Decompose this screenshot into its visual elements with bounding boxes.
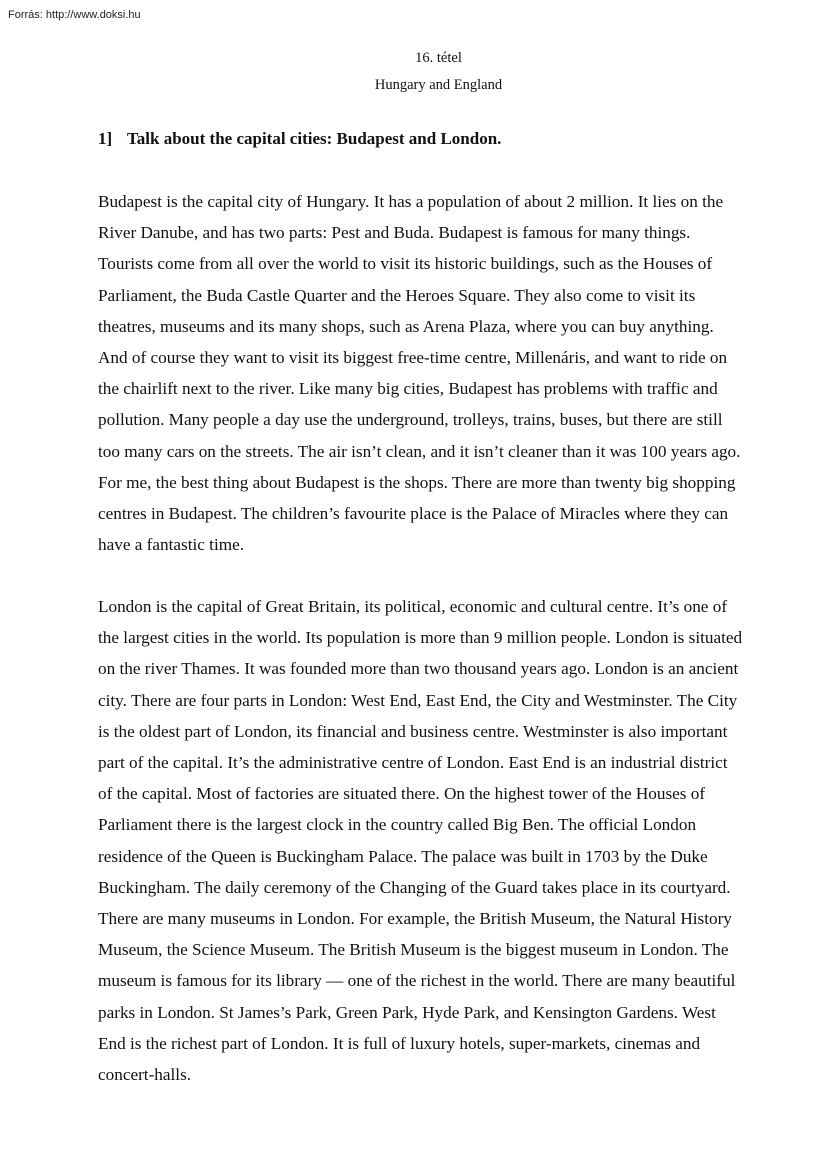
paragraph-line: part of the capital. It’s the administrative centre of London. East End is an industrial district bbox=[98, 753, 728, 773]
source-note: Forrás: http://www.doksi.hu bbox=[8, 9, 141, 21]
paragraph-line: Parliament, the Buda Castle Quarter and the Heroes Square. They also come to visit its bbox=[98, 285, 696, 305]
paragraph-london bbox=[98, 591, 778, 1090]
paragraph-line: And of course they want to visit its biggest free-time centre, Millenáris, and want to ride on bbox=[98, 348, 728, 368]
paragraph-line: There are many museums in London. For example, the British Museum, the Natural History bbox=[98, 909, 732, 929]
paragraph-line: of the capital. Most of factories are situated there. On the highest tower of the Houses of bbox=[98, 784, 706, 804]
paragraph-line: pollution. Many people a day use the underground, trolleys, trains, buses, but there are still bbox=[98, 410, 723, 430]
paragraph-line: on the river Thames. It was founded more than two thousand years ago. London is an ancient bbox=[98, 659, 739, 679]
paragraph-line: London is the capital of Great Britain, its political, economic and cultural centre. It’s one of bbox=[98, 597, 728, 616]
paragraph-line: centres in Budapest. The children’s favourite place is the Palace of Miracles where they can bbox=[98, 504, 729, 524]
paragraph-line: concert-halls. bbox=[98, 1065, 192, 1085]
paragraph-line: museum is famous for its library — one of the richest in the world. There are many beautiful bbox=[98, 971, 736, 991]
paragraph-line: Buckingham. The daily ceremony of the Changing of the Guard takes place in its courtyard. bbox=[98, 877, 731, 897]
paragraph-line: is the oldest part of London, its financial and business centre. Westminster is also important bbox=[98, 721, 728, 741]
paragraph-line: have a fantastic time. bbox=[98, 535, 245, 555]
paragraph-line: city. There are four parts in London: West End, East End, the City and Westminster. The City bbox=[98, 690, 738, 710]
paragraph-line: the largest cities in the world. Its population is more than 9 million people. London is situated bbox=[98, 628, 743, 648]
paragraph-line: River Danube, and has two parts: Pest and Buda. Budapest is famous for many things. bbox=[98, 223, 691, 243]
section-heading-text: Talk about the capital cities: Budapest and London. bbox=[127, 129, 502, 148]
paragraph-budapest bbox=[98, 186, 778, 560]
paragraph-line: the chairlift next to the river. Like many big cities, Budapest has problems with traffic and bbox=[98, 379, 718, 399]
paragraph-line: For me, the best thing about Budapest is the shops. There are more than twenty big shopping bbox=[98, 472, 736, 492]
section-heading bbox=[98, 129, 501, 149]
paragraph-line: Budapest is the capital city of Hungary. It has a population of about 2 million. It lies on the bbox=[98, 192, 724, 211]
paragraph-line: too many cars on the streets. The air isn’t clean, and it isn’t cleaner than it was 100 years ago. bbox=[98, 441, 741, 461]
paragraph-line: residence of the Queen is Buckingham Palace. The palace was built in 1703 by the Duke bbox=[98, 846, 708, 866]
document-number: 16. tétel bbox=[415, 50, 462, 66]
section-number: 1] bbox=[98, 129, 113, 148]
document-title: Hungary and England bbox=[374, 77, 503, 93]
paragraph-line: Parliament there is the largest clock in the country called Big Ben. The official London bbox=[98, 815, 697, 835]
paragraph-line: Tourists come from all over the world to visit its historic buildings, such as the Houses of bbox=[98, 254, 713, 274]
paragraph-line: Museum, the Science Museum. The British Museum is the biggest museum in London. The bbox=[98, 940, 729, 960]
paragraph-line: theatres, museums and its many shops, such as Arena Plaza, where you can buy anything. bbox=[98, 316, 714, 336]
paragraph-line: parks in London. St James’s Park, Green Park, Hyde Park, and Kensington Gardens. West bbox=[98, 1002, 716, 1022]
paragraph-line: End is the richest part of London. It is full of luxury hotels, super-markets, cinemas and bbox=[98, 1033, 701, 1053]
